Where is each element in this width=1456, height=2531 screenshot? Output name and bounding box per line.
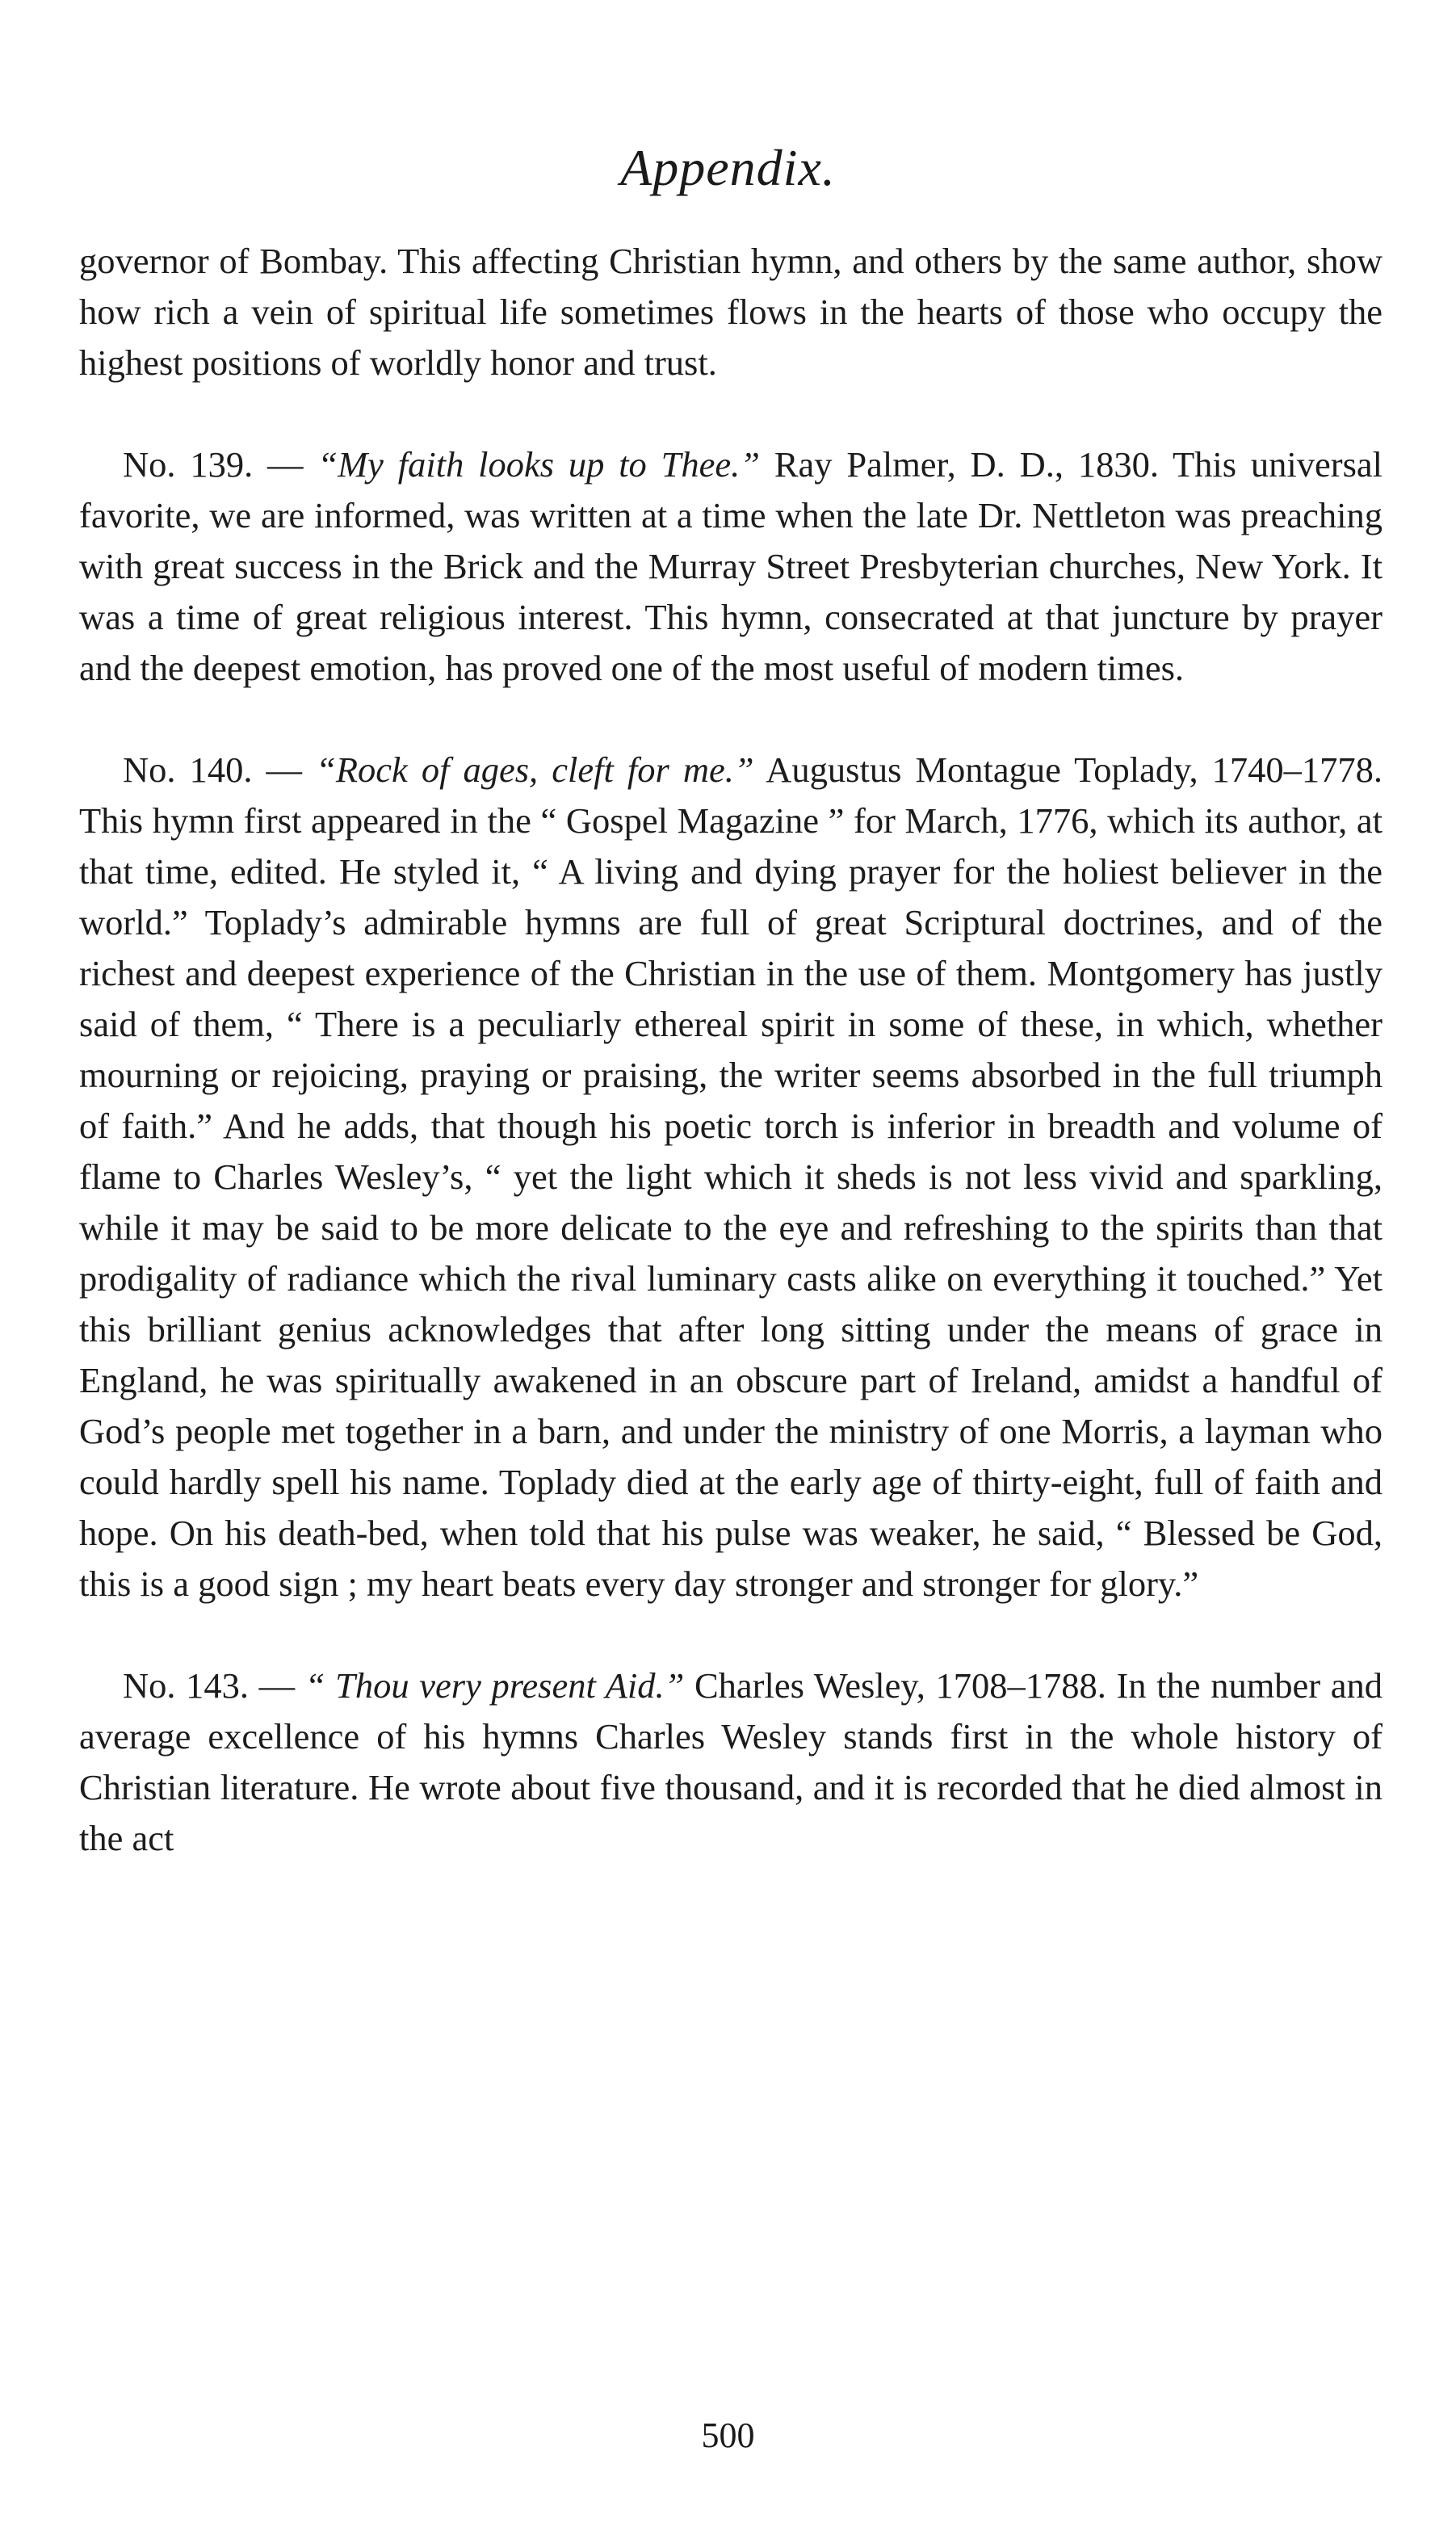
hymn-title: “My faith looks up to Thee.” [317, 444, 761, 485]
paragraph-text: Ray Palmer, D. D., 1830. This universal favorite, we are informed, was written at a time when the late Dr. Nettleton was preaching with great success in the Brick and the Murray Street Presbyterian churches, New York. It was a time of great religious interest. This hymn, consecrated at that juncture by prayer and the deepest emotion, has proved one of the most useful of modern times. [79, 444, 1383, 688]
paragraph-text: Augustus Montague Toplady, 1740–1778. This hymn first appeared in the “ Gospel Magazine ” for March, 1776, which its author, at that time, edited. He styled it, “ A living and dying prayer for the holiest believer in the world.” Toplady’s admirable hymns are full of great Scriptural doctrines, and of the richest and deepest experience of the Christian in the use of them. Montgomery has justly said of them, “ There is a peculiarly ethereal spirit in some of these, in which, whether mourning or rejoicing, praying or praising, the writer seems absorbed in the full triumph of faith.” And he adds, that though his poetic torch is inferior in breadth and volume of flame to Charles Wesley’s, “ yet the light which it sheds is not less vivid and sparkling, while it may be said to be more delicate to the eye and refreshing to the spirits than that prodigality of radiance which the rival luminary casts alike on everything it touched.” Yet this brilliant genius acknowledges that after long sitting under the means of grace in England, he was spiritually awakened in an obscure part of Ireland, amidst a handful of God’s people met together in a barn, and under the ministry of one Morris, a layman who could hardly spell his name. Toplady died at the early age of thirty-eight, full of faith and hope. On his death-bed, when told that his pulse was weaker, he said, “ Blessed be God, this is a good sign ; my heart beats every day stronger and stronger for glory.” [79, 749, 1383, 1604]
body-text [79, 236, 1383, 1864]
paragraph-hymn-140 [79, 745, 1383, 1610]
running-head: Appendix. [620, 139, 836, 196]
hymn-title: “ Thou very present Aid.” [304, 1665, 685, 1706]
paragraph-hymn-139 [79, 439, 1383, 694]
page-number: 500 [701, 2416, 755, 2455]
paragraph-hymn-143 [79, 1660, 1383, 1864]
hymn-number: No. 140. [123, 749, 253, 790]
paragraph-text: Charles Wesley, 1708–1788. In the number and average excellence of his hymns Charles Wesley stands first in the whole history of Christian literature. He wrote about five thousand, and it is recorded that he died almost in the act [79, 1665, 1383, 1858]
em-dash: — [252, 749, 317, 790]
em-dash: — [249, 1665, 305, 1706]
hymn-number: No. 139. [123, 444, 254, 485]
paragraph-text: governor of Bombay. This affecting Christian hymn, and others by the same author, show how rich a vein of spiritual life sometimes flows in the hearts of those who occupy the highest positions of worldly honor and trust. [79, 241, 1383, 383]
hymn-title: “Rock of ages, cleft for me.” [316, 749, 754, 790]
em-dash: — [253, 444, 318, 485]
hymn-number: No. 143. [123, 1665, 250, 1706]
paragraph-continuation [79, 236, 1383, 388]
